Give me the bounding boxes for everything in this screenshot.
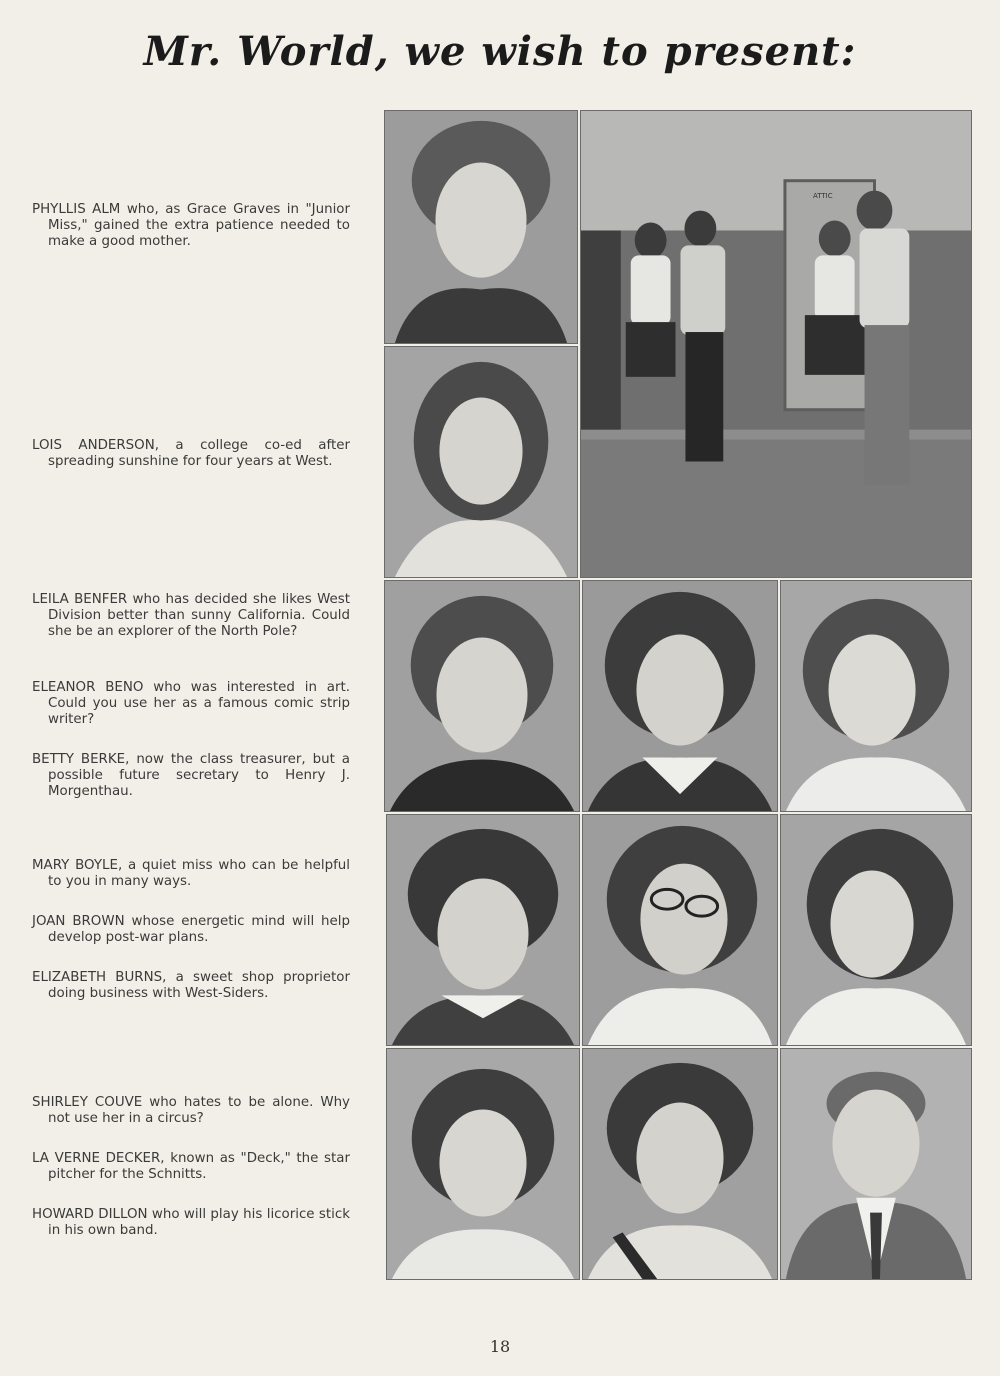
caption-betty-berke: BETTY BERKE, now the class treasurer, but a possible future secretary to Henry J. Morgenthau.	[32, 752, 350, 799]
portrait-la-verne-decker	[582, 1048, 778, 1280]
portrait-leila-benfer	[384, 580, 580, 812]
caption-mary-boyle: MARY BOYLE, a quiet miss who can be helpful to you in many ways.	[32, 858, 350, 889]
page-number: 18	[489, 1337, 511, 1356]
caption-eleanor-beno: ELEANOR BENO who was interested in art. Could you use her as a famous comic strip writer?	[32, 680, 350, 727]
attic-door-sign: ATTIC	[813, 192, 833, 200]
caption-elizabeth-burns: ELIZABETH BURNS, a sweet shop proprietor doing business with West-Siders.	[32, 970, 350, 1001]
page-title: Mr. World, we wish to present:	[143, 28, 857, 75]
caption-phyllis-alm: PHYLLIS ALM who, as Grace Graves in "Junior Miss," gained the extra patience needed to make a good mother.	[32, 202, 350, 249]
portrait-howard-dillon	[780, 1048, 972, 1280]
portrait-betty-berke	[780, 580, 972, 812]
caption-howard-dillon: HOWARD DILLON who will play his licorice stick in his own band.	[32, 1207, 350, 1238]
dance-photo	[580, 110, 972, 578]
caption-joan-brown: JOAN BROWN whose energetic mind will help develop post-war plans.	[32, 914, 350, 945]
caption-lois-anderson: LOIS ANDERSON, a college co-ed after spreading sunshine for four years at West.	[32, 438, 350, 469]
portrait-shirley-couve	[386, 1048, 580, 1280]
portrait-lois-anderson	[384, 346, 578, 578]
caption-shirley-couve: SHIRLEY COUVE who hates to be alone. Why not use her in a circus?	[32, 1095, 350, 1126]
portrait-mary-boyle	[386, 814, 580, 1046]
portrait-eleanor-beno	[582, 580, 778, 812]
caption-la-verne-decker: LA VERNE DECKER, known as "Deck," the star pitcher for the Schnitts.	[32, 1151, 350, 1182]
portrait-phyllis-alm	[384, 110, 578, 344]
portrait-elizabeth-burns	[780, 814, 972, 1046]
portrait-joan-brown	[582, 814, 778, 1046]
caption-leila-benfer: LEILA BENFER who has decided she likes West Division better than sunny California. Could she be an explorer of the North Pole?	[32, 592, 350, 639]
